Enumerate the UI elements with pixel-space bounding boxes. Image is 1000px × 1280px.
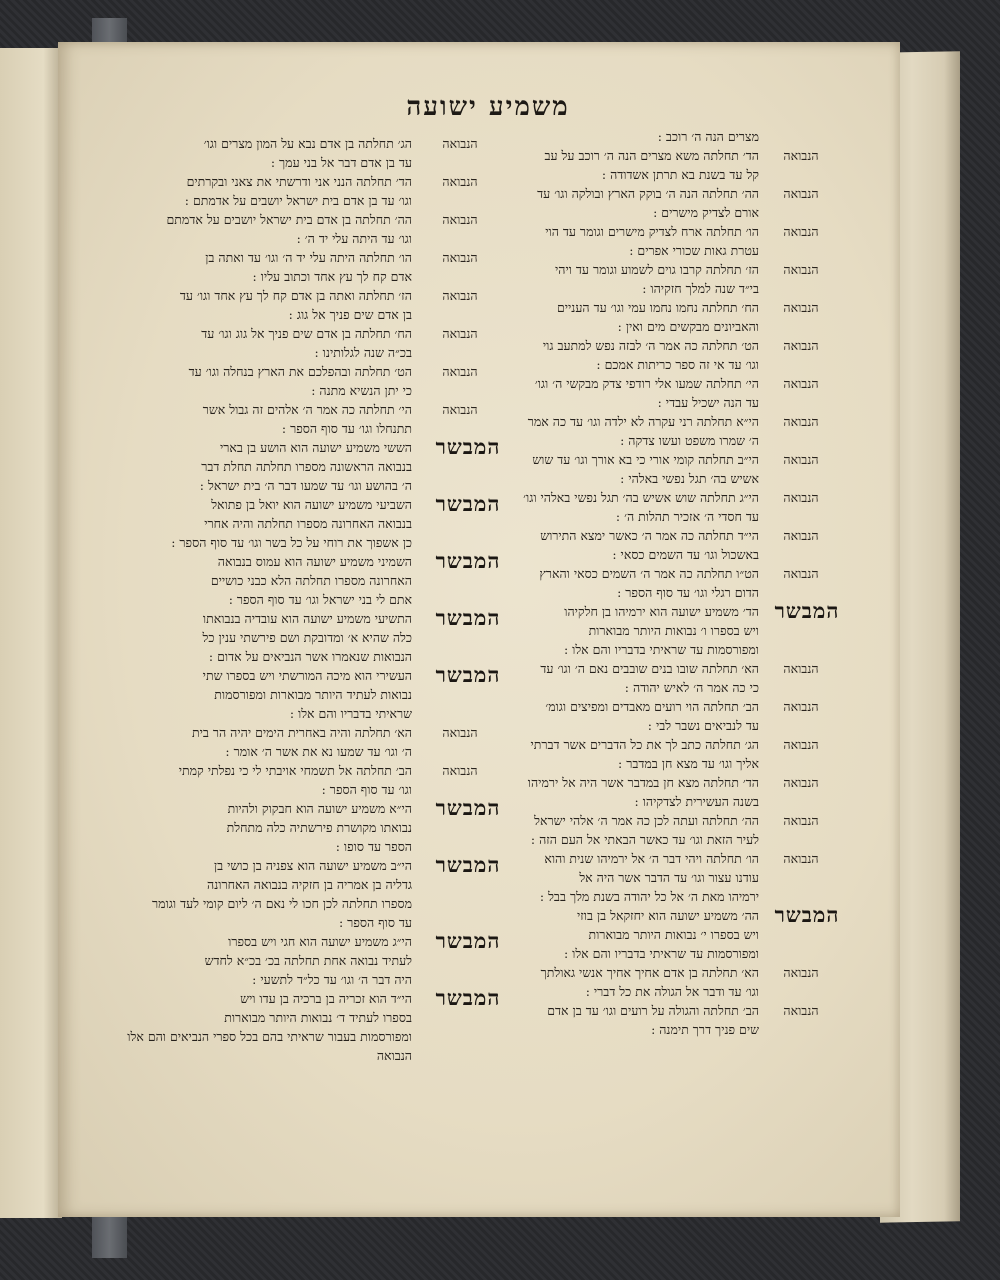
text-line: השביעי משמיע ישועה הוא יואל בן פתואל [211, 497, 412, 512]
prophecy-label: הנבואה [442, 136, 478, 151]
text-line: שראיתי בדבריו והם אלו : [289, 706, 412, 721]
text-line: הא׳ תחלתה והיה באחרית הימים יהיה הר בית [191, 725, 412, 740]
text-line: כי יתן הנשיא מתנה : [311, 383, 412, 398]
text-line: תתנחלו וגו׳ עד סוף הספר : [281, 421, 412, 436]
text-line: בן אדם שים פניך אל גוג : [288, 307, 412, 322]
text-line: הב׳ תחלתה הוי רועים מאבדים ומפיצים וגומ׳ [545, 699, 759, 714]
text-line: הט׳ תחלתה ובהפלכם את הארץ בנחלה וגו׳ עד [188, 364, 412, 379]
left-text-column [88, 134, 501, 1065]
prophecy-label: הנבואה [442, 402, 478, 417]
prophecy-entry [88, 172, 478, 210]
text-line: התשיעי משמיע ישועה הוא עובדיה בנבואתו [202, 611, 412, 626]
text-line: וגו׳ עד אי זה ספר כריתות אמכם : [596, 357, 759, 372]
prophecy-label: הנבואה [783, 1003, 819, 1018]
text-line: הי׳ תחלתה כה אמר ה׳ אלהים זה גבול אשר [202, 402, 412, 417]
herald-entry [88, 605, 501, 666]
text-line: עד סוף הספר : [339, 915, 412, 930]
text-line: הו׳ תחלתה היתה עלי יד ה׳ וגו׳ עד ואתה בן [205, 250, 412, 265]
text-line: אדם קח לך עץ אחד וכתוב עליו : [252, 269, 412, 284]
text-line: הה׳ תחלתה הנה ה׳ בוקק הארץ ובולקה וגו׳ עד [537, 186, 759, 201]
text-line: הט׳ תחלתה כה אמר ה׳ לבזה נפש למתעב גוי [542, 338, 759, 353]
text-line: וגו׳ עד בן אדם בית ישראל יושבים על אדמתם : [184, 193, 412, 208]
text-line: עטרת גאות שכורי אפרים : [629, 243, 759, 258]
text-line: עד חסדי ה׳ אזכיר תהלות ה׳ : [615, 509, 759, 524]
text-line: הח׳ תחלתה בן אדם שים פניך אל גוג וגו׳ עד [201, 326, 412, 341]
prophecy-entry [88, 723, 478, 761]
text-line: הג׳ תחלתה בן אדם נבא על המון מצרים וגו׳ [203, 136, 412, 151]
text-line: נבואות לעתיד היותר מבוארות ומפורסמות [214, 687, 412, 702]
herald-label: המבשר [774, 902, 840, 927]
text-line: גדליה בן אמריה בן חזקיה בנבואה האחרונה [207, 877, 412, 892]
herald-entry [88, 985, 501, 1065]
prophecy-label: הנבואה [783, 490, 819, 505]
text-line: ומפורסמות עד שראיתי בדבריו והם אלו : [563, 946, 759, 961]
herald-entry [88, 852, 501, 932]
text-line: בנבואה האחרונה מספרו תחלתה והיה אחרי [204, 516, 412, 531]
herald-label: המבשר [435, 434, 501, 459]
text-line: ויש בספרו ו׳ נבואות היותר מבוארות [588, 623, 759, 638]
text-line: הד׳ תחלתה מצא חן במדבר אשר היה אל ירמיהו [527, 775, 759, 790]
text-line: הט״ו תחלתה כה אמר ה׳ השמים כסאי והארץ [539, 566, 759, 581]
herald-label: המבשר [435, 852, 501, 877]
text-line: הנבואות שנאמרו אשר הנביאים על אדום : [208, 649, 412, 664]
text-line: הא׳ תחלתה שובו בנים שובבים נאם ה׳ וגו׳ עד [540, 661, 759, 676]
prophecy-entry [88, 210, 478, 248]
text-line: הד׳ תחלתה הנני אני ודרשתי את צאני ובקרתים [186, 174, 412, 189]
text-line: הה׳ תחלתה בן אדם בית ישראל יושבים על אדמתם [166, 212, 412, 227]
text-line: ה׳ בהושע וגו׳ עד שמעו דבר ה׳ בית ישראל : [199, 478, 412, 493]
text-line: הז׳ תחלתה ואתה בן אדם קח לך עץ אחד וגו׳ עד [179, 288, 412, 303]
prophecy-label: הנבואה [442, 326, 478, 341]
prophecy-label: הנבואה [783, 148, 819, 163]
text-line: בספרו לעתיד ד׳ נבואות היותר מבוארות [224, 1010, 412, 1025]
text-line: הי״ב תחלתה קומי אורי כי בא אורך וגו׳ עד שוש [532, 452, 759, 467]
prophecy-entry [88, 362, 478, 400]
text-line: ה׳ שמרו משפט ועשו צדקה : [620, 433, 759, 448]
text-line: ויש בספרו י׳ נבואות היותר מבוארות [588, 927, 759, 942]
prophecy-label: הנבואה [442, 364, 478, 379]
herald-label: המבשר [435, 605, 501, 630]
prophecy-label: הנבואה [783, 813, 819, 828]
herald-entry [88, 434, 501, 495]
herald-label: המבשר [774, 598, 840, 623]
herald-label: המבשר [435, 491, 501, 516]
text-line: עד בן אדם דבר אל בני עמך : [270, 155, 412, 170]
text-line: שים פניך דרך תימנה : [651, 1022, 759, 1037]
text-line: הח׳ תחלתה נחמו נחמו עמי וגו׳ עד העניים [556, 300, 759, 315]
text-line: הי׳ תחלתה שמעו אלי רודפי צדק מבקשי ה׳ וגו׳ [534, 376, 759, 391]
facing-page-edge [0, 48, 62, 1218]
prophecy-label: הנבואה [783, 775, 819, 790]
prophecy-label: הנבואה [783, 566, 819, 581]
prophecy-label: הנבואה [442, 725, 478, 740]
prophecy-label: הנבואה [783, 851, 819, 866]
prophecy-label: הנבואה [783, 262, 819, 277]
text-line: עודנו עצור וגו׳ עד הדבר אשר היה אל [579, 870, 759, 885]
herald-entry [88, 662, 501, 723]
running-head: משמיע ישועה [406, 92, 570, 122]
text-line: הדום רגלי וגו׳ עד סוף הספר : [617, 585, 759, 600]
text-line: ומפורסמות עד שראיתי בדבריו והם אלו : [563, 642, 759, 657]
text-line: כי כה אמר ה׳ לאיש יהודה : [624, 680, 759, 695]
text-line: הי״ב משמיע ישועה הוא צפניה בן כושי בן [213, 858, 412, 873]
text-line: וגו׳ עד סוף הספר : [321, 782, 412, 797]
text-line: הו׳ תחלתה ארח לצדיק מישרים וגומר עד הוי [545, 224, 759, 239]
text-line: הי״ד הוא זכריה בן ברכיה בן עדו ויש [240, 991, 412, 1006]
text-line: הה׳ משמיע ישועה הוא יחזקאל בן בוזי [576, 908, 759, 923]
prophecy-entry [88, 400, 478, 438]
prophecy-label: הנבואה [442, 763, 478, 778]
prophecy-label: הנבואה [783, 224, 819, 239]
herald-entry [88, 491, 501, 552]
text-line: בכ״ה שנה לגלותינו : [314, 345, 412, 360]
herald-label: המבשר [435, 985, 501, 1010]
prophecy-label: הנבואה [442, 250, 478, 265]
text-line: אשיש בה׳ תגל נפשי באלהי : [620, 471, 759, 486]
text-line: אתם לי בני ישראל וגו׳ עד סוף הספר : [228, 592, 412, 607]
text-line: הנבואה [376, 1048, 412, 1063]
herald-label: המבשר [435, 662, 501, 687]
text-line: לעיר הזאת וגו׳ עד כאשר הבאתי אל העם הזה : [530, 832, 759, 847]
prophecy-entry [88, 248, 478, 286]
text-line: האחרונה מספרו תחלתה הלא כבני כושיים [210, 573, 412, 588]
text-line: הי״א משמיע ישועה הוא חבקוק ולהיות [227, 801, 412, 816]
prophecy-entry [88, 761, 478, 799]
text-line: העשירי הוא מיכה המורשתי ויש בספרו שתי [202, 668, 412, 683]
text-line: הספר עד סופו : [335, 839, 412, 854]
text-line: הי״ג משמיע ישועה הוא חגי ויש בספרו [228, 934, 412, 949]
text-line: וגו׳ עד ודבר אל הגולה את כל דברי : [585, 984, 759, 999]
text-line: כלה שהיא א׳ ומדובקת ושם פירשתי ענין כל [202, 630, 412, 645]
text-line: קל עד בשנת בא תרתן אשדודה : [601, 167, 759, 182]
text-line: הב׳ תחלתה אל תשמחי אויבתי לי כי נפלתי קמתי [178, 763, 412, 778]
text-line: ומפורסמות בעבור שראיתי בהם בכל ספרי הנביאים והם אלו [127, 1029, 412, 1044]
text-line: כן אשפוך את רוחי על כל בשר וגו׳ עד סוף הספר : [171, 535, 412, 550]
herald-entry [88, 795, 501, 856]
text-line: השמיני משמיע ישועה הוא עמוס בנבואה [217, 554, 412, 569]
text-line: הששי משמיע ישועה הוא הושע בן בארי [220, 440, 412, 455]
text-line: הא׳ תחלתה בן אדם אחיך אחיך אנשי גאולתך [540, 965, 759, 980]
text-line: בי״ד שנה למלך חזקיהו : [642, 281, 759, 296]
book-page [58, 42, 900, 1217]
text-line: אליך וגו׳ עד מצא חן במדבר : [618, 756, 759, 771]
text-line: הד׳ תחלתה משא מצרים הנה ה׳ רוכב על עב [544, 148, 759, 163]
text-line: הג׳ תחלתה כתב לך את כל הדברים אשר דברתי [530, 737, 759, 752]
prophecy-label: הנבואה [783, 737, 819, 752]
text-line: הי״א תחלתה רני עקרה לא ילדה וגו׳ עד כה אמר [527, 414, 759, 429]
prophecy-label: הנבואה [442, 288, 478, 303]
text-line: בנבואה הראשונה מספרו תחלתה תחלת דבר [201, 459, 412, 474]
prophecy-label: הנבואה [442, 174, 478, 189]
text-line: אורם לצדיק מישרים : [653, 205, 759, 220]
prophecy-label: הנבואה [783, 661, 819, 676]
prophecy-entry [88, 286, 478, 324]
text-line: הב׳ תחלתה והגולה על רועים וגו׳ עד בן אדם [547, 1003, 759, 1018]
prophecy-label: הנבואה [783, 300, 819, 315]
prophecy-label: הנבואה [783, 965, 819, 980]
herald-label: המבשר [435, 928, 501, 953]
herald-label: המבשר [435, 548, 501, 573]
text-line: ירמיהו מאת ה׳ אל כל יהודה בשנת מלך בבל : [539, 889, 759, 904]
text-line: הו׳ תחלתה ויהי דבר ה׳ אל ירמיהו שנית והוא [544, 851, 759, 866]
herald-entry [88, 548, 501, 609]
text-line: היה דבר ה׳ וגו׳ עד כל״ד לתשעי : [252, 972, 412, 987]
text-line: מצרים הנה ה׳ רוכב : [657, 129, 759, 144]
prophecy-label: הנבואה [783, 186, 819, 201]
text-line: הי״ג תחלתה שוש אשיש בה׳ תגל נפשי באלהי וגו׳ [523, 490, 759, 505]
text-line: עד הנה ישכיל עבדי : [657, 395, 759, 410]
prophecy-label: הנבואה [783, 528, 819, 543]
text-line: הי״ד תחלתה כה אמר ה׳ כאשר ימצא התירוש [540, 528, 759, 543]
text-line: וגו׳ עד היתה עלי יד ה׳ : [296, 231, 412, 246]
text-line: הד׳ משמיע ישועה הוא ירמיהו בן חלקיהו [564, 604, 759, 619]
prophecy-entry [88, 324, 478, 362]
text-line: הז׳ תחלתה קרבו גוים לשמוע וגומר עד ויהי [555, 262, 759, 277]
text-line: נבואתו מקושרת פירשתיה כלה מתחלת [226, 820, 412, 835]
text-line: ה׳ וגו׳ עד שמעו נא את אשר ה׳ אומר : [225, 744, 412, 759]
prophecy-label: הנבואה [783, 376, 819, 391]
prophecy-label: הנבואה [442, 212, 478, 227]
text-line: הה׳ תחלתה ועתה לכן כה אמר ה׳ אלהי ישראל [534, 813, 759, 828]
text-line: מספרו תחלתה לכן חכו לי נאם ה׳ ליום קומי לעד וגומר [152, 896, 412, 911]
prophecy-label: הנבואה [783, 699, 819, 714]
prophecy-label: הנבואה [783, 338, 819, 353]
text-line: לעתיד נבואה אחת תחלתה בכ׳ בכ״א לחדש [204, 953, 412, 968]
text-line: בשנה העשירית לצדקיהו : [634, 794, 759, 809]
prophecy-label: הנבואה [783, 452, 819, 467]
text-line: באשכול וגו׳ עד השמים כסאי : [612, 547, 759, 562]
text-line: עד לנביאים נשבר לבי : [647, 718, 759, 733]
prophecy-entry [88, 134, 478, 172]
prophecy-label: הנבואה [783, 414, 819, 429]
text-line: והאביונים מבקשים מים ואין : [617, 319, 759, 334]
herald-label: המבשר [435, 795, 501, 820]
herald-entry [88, 928, 501, 989]
